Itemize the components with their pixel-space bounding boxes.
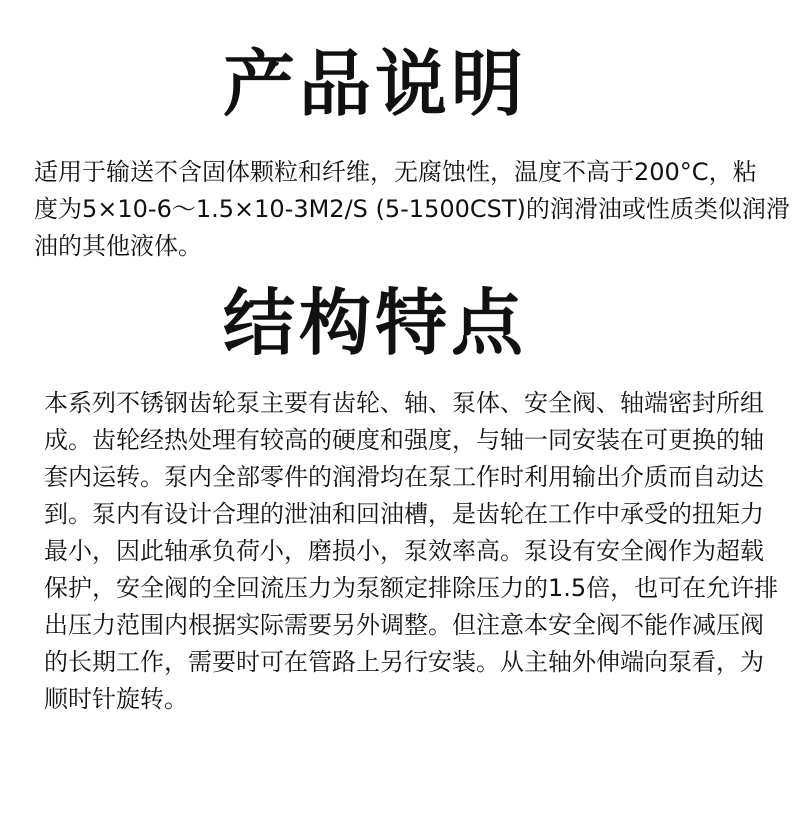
paragraph-line: 度为5×10-6～1.5×10-3M2/S (5-1500CST)的润滑油或性质类似润滑 bbox=[34, 195, 790, 223]
product-description-heading: 产品说明 bbox=[222, 42, 527, 126]
paragraph-line: 顺时针旋转。 bbox=[44, 685, 188, 713]
paragraph-line: 套内运转。泵内全部零件的润滑均在泵工作时利用输出介质而自动达 bbox=[44, 463, 764, 491]
paragraph-line: 最小，因此轴承负荷小，磨损小，泵效率高。泵设有安全阀作为超载 bbox=[44, 537, 764, 565]
paragraph-line: 油的其他液体。 bbox=[34, 232, 202, 260]
structure-features-heading: 结构特点 bbox=[222, 281, 527, 365]
paragraph-line: 保护，安全阀的全回流压力为泵额定排除压力的1.5倍，也可在允许排 bbox=[44, 574, 779, 602]
product-description-paragraph bbox=[34, 154, 790, 265]
structure-features-paragraph bbox=[44, 385, 779, 718]
paragraph-line: 适用于输送不含固体颗粒和纤维，无腐蚀性，温度不高于200°C，粘 bbox=[34, 158, 757, 186]
paragraph-line: 出压力范围内根据实际需要另外调整。但注意本安全阀不能作减压阀 bbox=[44, 611, 764, 639]
paragraph-line: 本系列不锈钢齿轮泵主要有齿轮、轴、泵体、安全阀、轴端密封所组 bbox=[44, 389, 764, 417]
paragraph-line: 到。泵内有设计合理的泄油和回油槽，是齿轮在工作中承受的扭矩力 bbox=[44, 500, 764, 528]
paragraph-line: 成。齿轮经热处理有较高的硬度和强度，与轴一同安装在可更换的轴 bbox=[44, 426, 764, 454]
paragraph-line: 的长期工作，需要时可在管路上另行安装。从主轴外伸端向泵看，为 bbox=[44, 648, 764, 676]
